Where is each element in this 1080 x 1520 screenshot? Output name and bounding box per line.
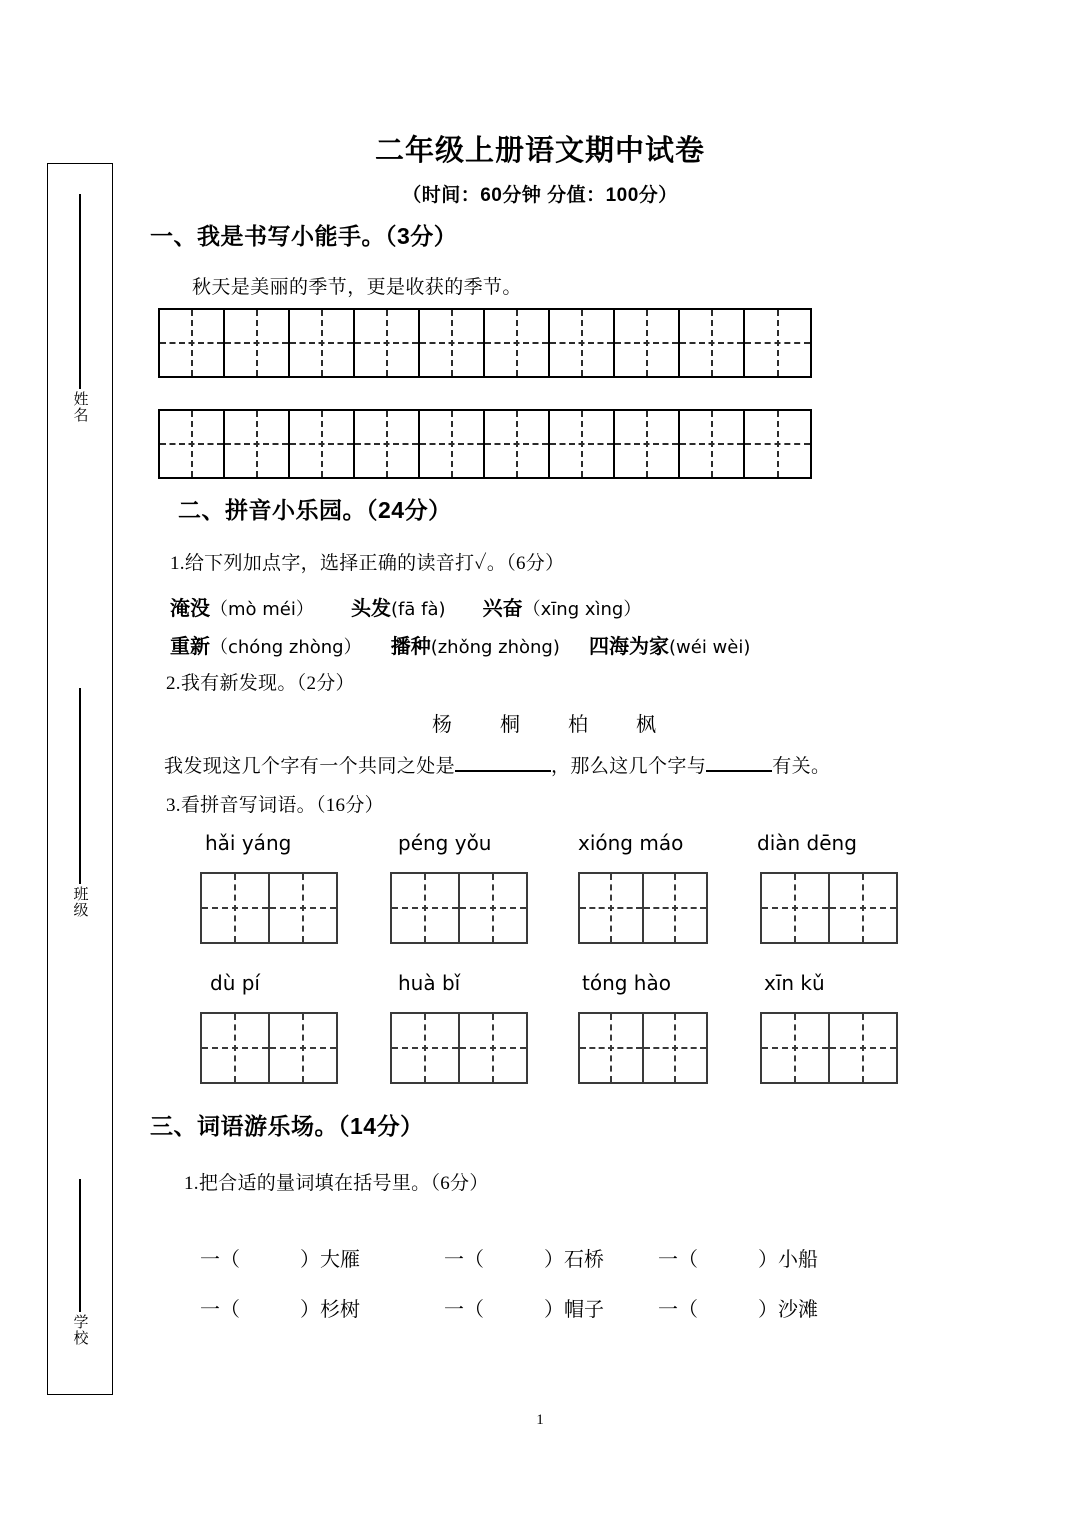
writing-grid-cell[interactable] <box>290 411 355 477</box>
sidebar-field-class <box>48 688 112 918</box>
write-word-box[interactable] <box>760 872 830 944</box>
writing-grid-cell[interactable] <box>745 411 810 477</box>
sidebar-field-label: 班级 <box>71 886 89 918</box>
measure-word-row-1 <box>200 1243 818 1272</box>
write-word-box-pair[interactable] <box>200 1012 338 1084</box>
write-word-box[interactable] <box>578 1012 644 1084</box>
write-word-box[interactable] <box>458 872 528 944</box>
write-word-pinyin-label: dù pí <box>210 971 260 995</box>
measure-word-prefix: 一（ <box>444 1249 484 1271</box>
write-word-box[interactable] <box>642 1012 708 1084</box>
measure-word-row-2 <box>200 1293 818 1322</box>
writing-grid-cell[interactable] <box>290 310 355 376</box>
q2-sentence-part-a: 我发现这几个字有一个共同之处是 <box>164 756 456 777</box>
q2-sentence-part-c: 有关。 <box>772 756 831 777</box>
section-two-q3-label: 3.看拼音写词语。（16分） <box>166 795 384 816</box>
section-two-q2-characters: 杨 桐 柏 枫 <box>432 714 670 736</box>
write-word-box-pair[interactable] <box>760 872 898 944</box>
write-word-pinyin-label: xióng máo <box>578 831 684 855</box>
section-two-q2-label: 2.我有新发现。（2分） <box>166 673 355 694</box>
exam-meta-subtitle: （时间：60分钟 分值：100分） <box>402 185 678 206</box>
section-heading-three: 三、词语游乐场。（14分） <box>150 1113 424 1139</box>
class-write-line[interactable] <box>79 688 81 884</box>
writing-grid-cell[interactable] <box>615 310 680 376</box>
writing-grid-cell[interactable] <box>615 411 680 477</box>
write-word-box[interactable] <box>268 872 338 944</box>
write-word-pinyin-label: xīn kǔ <box>764 971 825 995</box>
writing-grid-cell[interactable] <box>485 310 550 376</box>
write-word-box-pair[interactable] <box>578 1012 708 1084</box>
pinyin-choice-options[interactable]: (wéi wèi) <box>669 637 751 658</box>
section-heading-one: 一、我是书写小能手。（3分） <box>150 223 458 249</box>
writing-grid-cell[interactable] <box>745 310 810 376</box>
write-word-box[interactable] <box>642 872 708 944</box>
section-three-q1-label: 1.把合适的量词填在括号里。（6分） <box>184 1173 489 1194</box>
write-word-box[interactable] <box>578 872 644 944</box>
section-two-q2-sentence <box>164 750 830 778</box>
pinyin-choice-word: 播种 <box>390 636 431 658</box>
section-heading-two: 二、拼音小乐园。（24分） <box>178 497 452 523</box>
pinyin-choice-word: 重新 <box>170 636 210 658</box>
write-word-pinyin-label: hǎi yáng <box>205 831 292 855</box>
write-word-box[interactable] <box>828 1012 898 1084</box>
school-write-line[interactable] <box>79 1179 81 1312</box>
pinyin-choice-options[interactable]: （mò méi） <box>210 599 314 620</box>
pinyin-choice-options[interactable]: （chóng zhòng） <box>210 637 362 658</box>
pinyin-choice-options[interactable]: (zhǒng zhòng) <box>430 637 560 658</box>
measure-word-prefix: 一（ <box>658 1299 698 1321</box>
section-two-q1-label: 1.给下列加点字，选择正确的读音打✓。（6分） <box>170 553 565 574</box>
writing-grid-row-2[interactable] <box>158 409 812 479</box>
write-word-box-pair[interactable] <box>390 872 528 944</box>
pinyin-choice-word: 四海为家 <box>589 636 670 658</box>
pinyin-choice-row-2[interactable] <box>170 630 750 659</box>
writing-grid-cell[interactable] <box>420 310 485 376</box>
pinyin-choice-options[interactable]: （xīng xìng） <box>522 599 642 620</box>
measure-word-suffix: ）大雁 <box>300 1249 360 1271</box>
writing-grid-cell[interactable] <box>420 411 485 477</box>
writing-grid-row-1[interactable] <box>158 308 812 378</box>
write-word-box[interactable] <box>200 1012 270 1084</box>
measure-word-prefix: 一（ <box>200 1299 240 1321</box>
page-number: 1 <box>536 1412 544 1428</box>
write-word-pinyin-label: huà bǐ <box>398 971 461 995</box>
sidebar-field-label: 学校 <box>71 1314 89 1346</box>
writing-grid-cell[interactable] <box>355 310 420 376</box>
write-word-box-pair[interactable] <box>578 872 708 944</box>
writing-grid-cell[interactable] <box>550 411 615 477</box>
writing-grid-cell[interactable] <box>680 310 745 376</box>
pinyin-choice-options[interactable]: (fā fà) <box>391 599 446 620</box>
measure-word-prefix: 一（ <box>444 1299 484 1321</box>
write-word-box[interactable] <box>200 872 270 944</box>
sidebar-field-name <box>48 194 112 423</box>
write-word-box[interactable] <box>828 872 898 944</box>
writing-grid-cell[interactable] <box>550 310 615 376</box>
page-title: 二年级上册语文期中试卷 <box>374 135 705 167</box>
pinyin-choice-word: 淹没 <box>170 598 210 620</box>
sidebar-field-school <box>48 1179 112 1346</box>
measure-word-suffix: ）杉树 <box>300 1299 360 1321</box>
write-word-box-pair[interactable] <box>200 872 338 944</box>
writing-grid-cell[interactable] <box>160 310 225 376</box>
write-word-pinyin-label: diàn dēng <box>757 831 857 855</box>
student-info-sidebar <box>47 163 113 1395</box>
writing-grid-cell[interactable] <box>160 411 225 477</box>
writing-grid-cell[interactable] <box>680 411 745 477</box>
name-write-line[interactable] <box>79 194 81 389</box>
q2-sentence-part-b: ，那么这几个字与 <box>551 756 707 777</box>
measure-word-suffix: ）小船 <box>758 1249 818 1271</box>
write-word-box[interactable] <box>390 872 460 944</box>
write-word-box-pair[interactable] <box>390 1012 528 1084</box>
q2-answer-blank-2[interactable] <box>706 750 772 772</box>
sidebar-field-label: 姓名 <box>71 391 89 423</box>
measure-word-prefix: 一（ <box>200 1249 240 1271</box>
measure-word-suffix: ）帽子 <box>544 1299 604 1321</box>
write-word-box[interactable] <box>268 1012 338 1084</box>
write-word-pinyin-label: tóng hào <box>582 971 671 995</box>
writing-grid-cell[interactable] <box>485 411 550 477</box>
pinyin-choice-word: 头发 <box>351 598 392 620</box>
writing-grid-cell[interactable] <box>355 411 420 477</box>
writing-grid-cell[interactable] <box>225 310 290 376</box>
writing-grid-cell[interactable] <box>225 411 290 477</box>
write-word-box[interactable] <box>760 1012 830 1084</box>
measure-word-suffix: ）石桥 <box>544 1249 604 1271</box>
write-word-box-pair[interactable] <box>760 1012 898 1084</box>
write-word-box[interactable] <box>390 1012 460 1084</box>
q2-answer-blank-1[interactable] <box>455 750 551 772</box>
measure-word-suffix: ）沙滩 <box>758 1299 818 1321</box>
pinyin-choice-row-1[interactable] <box>170 592 641 621</box>
write-word-box[interactable] <box>458 1012 528 1084</box>
measure-word-prefix: 一（ <box>658 1249 698 1271</box>
pinyin-choice-word: 兴奋 <box>482 598 523 620</box>
section-one-prompt-sentence: 秋天是美丽的季节，更是收获的季节。 <box>192 277 522 298</box>
write-word-pinyin-label: péng yǒu <box>398 831 492 855</box>
